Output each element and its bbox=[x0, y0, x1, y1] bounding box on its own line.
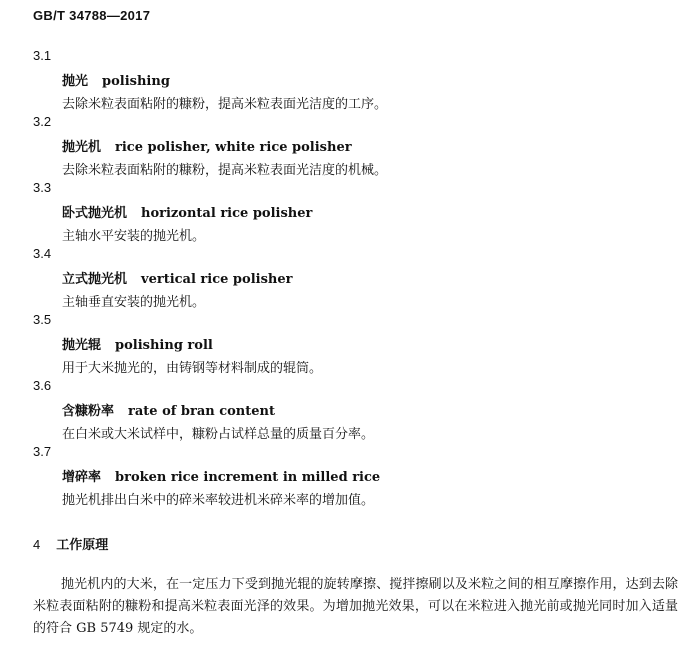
term-number: 3.1 bbox=[33, 48, 52, 63]
term-chinese: 增碎率 bbox=[62, 470, 102, 485]
term-chinese: 立式抛光机 bbox=[62, 272, 128, 287]
term-chinese: 抛光 bbox=[62, 74, 89, 89]
term-definition: 去除米粒表面粘附的糠粉，提高米粒表面光洁度的工序。 bbox=[62, 97, 388, 112]
term-definition: 用于大米抛光的，由铸钢等材料制成的辊筒。 bbox=[62, 361, 323, 376]
term-definition: 主轴垂直安装的抛光机。 bbox=[62, 295, 206, 310]
term-english: polishing bbox=[102, 74, 170, 89]
term-definition: 在白米或大米试样中，糠粉占试样总量的质量百分率。 bbox=[62, 427, 375, 442]
term-chinese: 抛光机 bbox=[62, 140, 102, 155]
section-title: 工作原理 bbox=[56, 538, 109, 553]
term-title bbox=[62, 400, 275, 419]
term-number: 3.6 bbox=[33, 378, 52, 393]
term-number: 3.3 bbox=[33, 180, 52, 195]
document-code: GB/T 34788—2017 bbox=[33, 8, 151, 23]
section-heading bbox=[33, 534, 108, 553]
term-title bbox=[62, 136, 352, 155]
term-title bbox=[62, 268, 292, 287]
term-english: horizontal rice polisher bbox=[141, 206, 313, 221]
term-chinese: 含糠粉率 bbox=[62, 404, 115, 419]
term-number: 3.7 bbox=[33, 444, 52, 459]
term-chinese: 卧式抛光机 bbox=[62, 206, 128, 221]
term-definition: 主轴水平安装的抛光机。 bbox=[62, 229, 206, 244]
term-english: rice polisher, white rice polisher bbox=[115, 140, 352, 155]
term-title bbox=[62, 70, 170, 89]
term-english: broken rice increment in milled rice bbox=[115, 470, 381, 485]
term-english: polishing roll bbox=[115, 338, 213, 353]
term-english: vertical rice polisher bbox=[141, 272, 293, 287]
term-definition: 抛光机排出白米中的碎米率较进机米碎米率的增加值。 bbox=[62, 493, 375, 508]
term-number: 3.5 bbox=[33, 312, 52, 327]
term-english: rate of bran content bbox=[128, 404, 275, 419]
term-title bbox=[62, 202, 312, 221]
term-chinese: 抛光辊 bbox=[62, 338, 102, 353]
section-paragraph: 抛光机内的大米，在一定压力下受到抛光辊的旋转摩擦、搅拌擦刷以及米粒之间的相互摩擦作用，达到去除米粒表面粘附的糠粉和提高米粒表面光泽的效果。为增加抛光效果，可以在米粒进入抛光前或抛光同时加入适量的符合 GB 5749 规定的水。 bbox=[33, 577, 678, 636]
term-number: 3.2 bbox=[33, 114, 52, 129]
term-title bbox=[62, 466, 380, 485]
term-number: 3.4 bbox=[33, 246, 52, 261]
term-title bbox=[62, 334, 213, 353]
term-definition: 去除米粒表面粘附的糠粉，提高米粒表面光洁度的机械。 bbox=[62, 163, 388, 178]
section-number: 4 bbox=[33, 537, 41, 552]
